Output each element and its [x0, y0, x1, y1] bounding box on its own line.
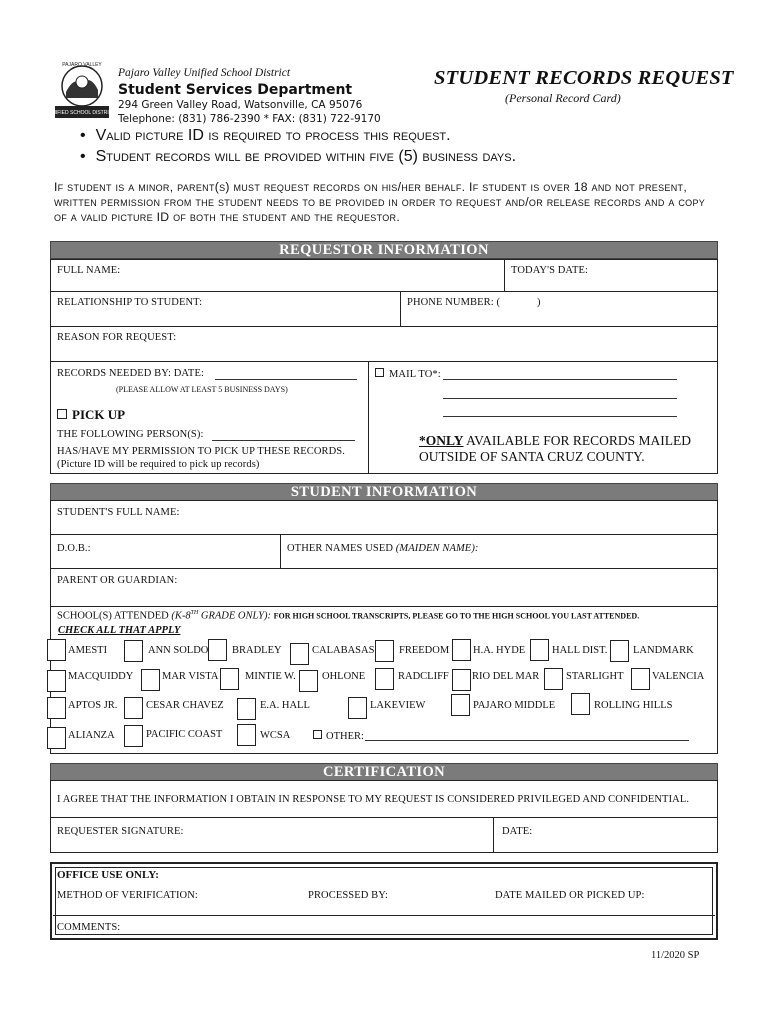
- school-bradley: BRADLEY: [232, 645, 282, 656]
- school-wcsa: WCSA: [260, 730, 291, 741]
- bullet-five-days: • Student records will be provided within five (5) business days.: [80, 148, 517, 165]
- school-alianza: ALIANZA: [68, 730, 115, 741]
- checkbox-hall-dist[interactable]: [530, 639, 549, 661]
- school-lakeview: LAKEVIEW: [370, 700, 426, 711]
- office-use-heading: OFFICE USE ONLY:: [57, 869, 159, 881]
- school-rolling-hills: ROLLING HILLS: [594, 700, 673, 711]
- form-title: STUDENT RECORDS REQUEST: [434, 67, 734, 89]
- todays-date-field[interactable]: TODAY'S DATE:: [504, 259, 718, 292]
- department-name: Student Services Department: [118, 82, 353, 98]
- records-needed-label: RECORDS NEEDED BY: DATE:: [57, 368, 204, 379]
- method-verification-label: METHOD OF VERIFICATION:: [57, 890, 198, 901]
- checkbox-freedom[interactable]: [375, 640, 394, 662]
- checkbox-calabasas[interactable]: [290, 643, 309, 665]
- checkbox-landmark[interactable]: [610, 640, 629, 662]
- school-hall-dist: HALL DIST.: [552, 645, 608, 656]
- other-school-option[interactable]: OTHER:: [313, 730, 364, 742]
- records-needed-date-input[interactable]: [215, 379, 357, 380]
- school-mar-vista: MAR VISTA: [162, 671, 219, 682]
- school-ha-hyde: H.A. HYDE: [473, 645, 526, 656]
- checkbox-pacific-coast[interactable]: [124, 725, 143, 747]
- checkbox-macquiddy[interactable]: [47, 670, 66, 692]
- pickup-checkbox-icon[interactable]: [57, 409, 67, 419]
- checkbox-starlight[interactable]: [544, 668, 563, 690]
- school-calabasas: CALABASAS: [312, 645, 375, 656]
- checkbox-bradley[interactable]: [208, 639, 227, 661]
- mail-address-line-3[interactable]: [443, 416, 677, 417]
- school-ohlone: OHLONE: [322, 671, 366, 682]
- mail-to-option[interactable]: MAIL TO*:: [375, 368, 441, 380]
- school-aptos-jr: APTOS JR.: [68, 700, 118, 711]
- checkbox-wcsa[interactable]: [237, 724, 256, 746]
- svg-text:PAJARO VALLEY: PAJARO VALLEY: [62, 62, 102, 68]
- mail-address-line-2[interactable]: [443, 398, 677, 399]
- checkbox-cesar-chavez[interactable]: [124, 697, 143, 719]
- school-freedom: FREEDOM: [399, 645, 450, 656]
- date-mailed-label: DATE MAILED OR PICKED UP:: [495, 890, 645, 901]
- other-names-field[interactable]: OTHER NAMES USED (MAIDEN NAME):: [280, 534, 718, 569]
- reason-field[interactable]: REASON FOR REQUEST:: [50, 326, 718, 362]
- processed-by-label: PROCESSED BY:: [308, 890, 388, 901]
- checkbox-lakeview[interactable]: [348, 697, 367, 719]
- instructions: If student is a minor, parent(s) must request records on his/her behalf. If student is over 18 and not present, written permission from the student needs to be provided in order to request and/or release records and a copy of a valid picture ID of both the student and the requestor.: [54, 180, 706, 224]
- school-macquiddy: MACQUIDDY: [68, 671, 134, 682]
- student-heading: STUDENT INFORMATION: [50, 483, 718, 501]
- checkbox-mintie-w[interactable]: [220, 668, 239, 690]
- signature-field[interactable]: REQUESTER SIGNATURE:: [50, 817, 494, 853]
- checkbox-ea-hall[interactable]: [237, 698, 256, 720]
- pick-up-option[interactable]: PICK UP: [57, 407, 125, 423]
- checkbox-ann-soldo[interactable]: [124, 640, 143, 662]
- permission-statement: HAS/HAVE MY PERMISSION TO PICK UP THESE RECORDS.: [57, 446, 345, 457]
- mail-address-line-1[interactable]: [443, 379, 677, 380]
- agreement-section: I AGREE THAT THE INFORMATION I OBTAIN IN RESPONSE TO MY REQUEST IS CONSIDERED PRIVILEGED AND CONFIDENTIAL.: [50, 780, 718, 818]
- district-logo: [48, 62, 116, 120]
- dob-field[interactable]: D.O.B.:: [50, 534, 281, 569]
- school-landmark: LANDMARK: [633, 645, 694, 656]
- school-mintie-w: MINTIE W.: [245, 671, 296, 682]
- school-rio-del-mar: RIO DEL MAR: [472, 671, 540, 682]
- district-contact: Telephone: (831) 786-2390 * FAX: (831) 722-9170: [118, 113, 381, 125]
- bullet-id-required: • Valid picture ID is required to process this request.: [80, 127, 451, 144]
- school-valencia: VALENCIA: [652, 671, 705, 682]
- checkbox-radcliff[interactable]: [375, 668, 394, 690]
- student-full-name-field[interactable]: STUDENT'S FULL NAME:: [50, 500, 718, 535]
- checkbox-aptos-jr[interactable]: [47, 697, 66, 719]
- requestor-full-name-field[interactable]: FULL NAME:: [50, 259, 505, 292]
- svg-text:UNIFIED SCHOOL DISTRICT: UNIFIED SCHOOL DISTRICT: [48, 110, 116, 116]
- certification-heading: CERTIFICATION: [50, 763, 718, 781]
- check-all-label: CHECK ALL THAT APPLY: [58, 625, 181, 636]
- form-subtitle: (Personal Record Card): [505, 91, 621, 105]
- checkbox-pajaro-middle[interactable]: [451, 694, 470, 716]
- checkbox-rio-del-mar[interactable]: [452, 669, 471, 691]
- checkbox-valencia[interactable]: [631, 668, 650, 690]
- school-pacific-coast: PACIFIC COAST: [146, 729, 223, 740]
- parent-guardian-field[interactable]: PARENT OR GUARDIAN:: [50, 568, 718, 607]
- school-ea-hall: E.A. HALL: [260, 700, 310, 711]
- mail-checkbox-icon[interactable]: [375, 368, 384, 377]
- schools-attended-label: SCHOOL(S) ATTENDED (K-8TH GRADE ONLY): FOR HIGH SCHOOL TRANSCRIPTS, PLEASE GO TO THE HIGH SCHOOL YOU LAST ATTENDED.: [57, 610, 640, 622]
- school-amesti: AMESTI: [68, 645, 108, 656]
- certification-date-field[interactable]: DATE:: [493, 817, 718, 853]
- checkbox-alianza[interactable]: [47, 727, 66, 749]
- mail-availability-note: *ONLY AVAILABLE FOR RECORDS MAILED OUTSIDE OF SANTA CRUZ COUNTY.: [419, 433, 692, 464]
- relationship-field[interactable]: RELATIONSHIP TO STUDENT:: [50, 291, 401, 327]
- form-revision-code: 11/2020 SP: [651, 950, 700, 961]
- picture-id-note: (Picture ID will be required to pick up records): [57, 459, 260, 470]
- other-checkbox-icon[interactable]: [313, 730, 322, 739]
- pickup-persons-input[interactable]: [212, 440, 355, 441]
- school-pajaro-middle: PAJARO MIDDLE: [473, 700, 556, 711]
- school-cesar-chavez: CESAR CHAVEZ: [146, 700, 224, 711]
- comments-label: COMMENTS:: [57, 922, 121, 933]
- checkbox-amesti[interactable]: [47, 639, 66, 661]
- other-school-input[interactable]: [365, 740, 689, 741]
- allow-note: (PLEASE ALLOW AT LEAST 5 BUSINESS DAYS): [116, 385, 288, 394]
- following-persons-label: THE FOLLOWING PERSON(S):: [57, 429, 204, 440]
- school-ann-soldo: ANN SOLDO: [148, 645, 209, 656]
- checkbox-ohlone[interactable]: [299, 670, 318, 692]
- school-radcliff: RADCLIFF: [398, 671, 449, 682]
- school-starlight: STARLIGHT: [566, 671, 624, 682]
- checkbox-mar-vista[interactable]: [141, 669, 160, 691]
- phone-field[interactable]: PHONE NUMBER: ( ): [400, 291, 718, 327]
- requestor-heading: REQUESTOR INFORMATION: [50, 241, 718, 259]
- checkbox-rolling-hills[interactable]: [571, 693, 590, 715]
- district-address: 294 Green Valley Road, Watsonville, CA 95076: [118, 99, 363, 111]
- district-name: Pajaro Valley Unified School District: [118, 67, 291, 79]
- checkbox-ha-hyde[interactable]: [452, 639, 471, 661]
